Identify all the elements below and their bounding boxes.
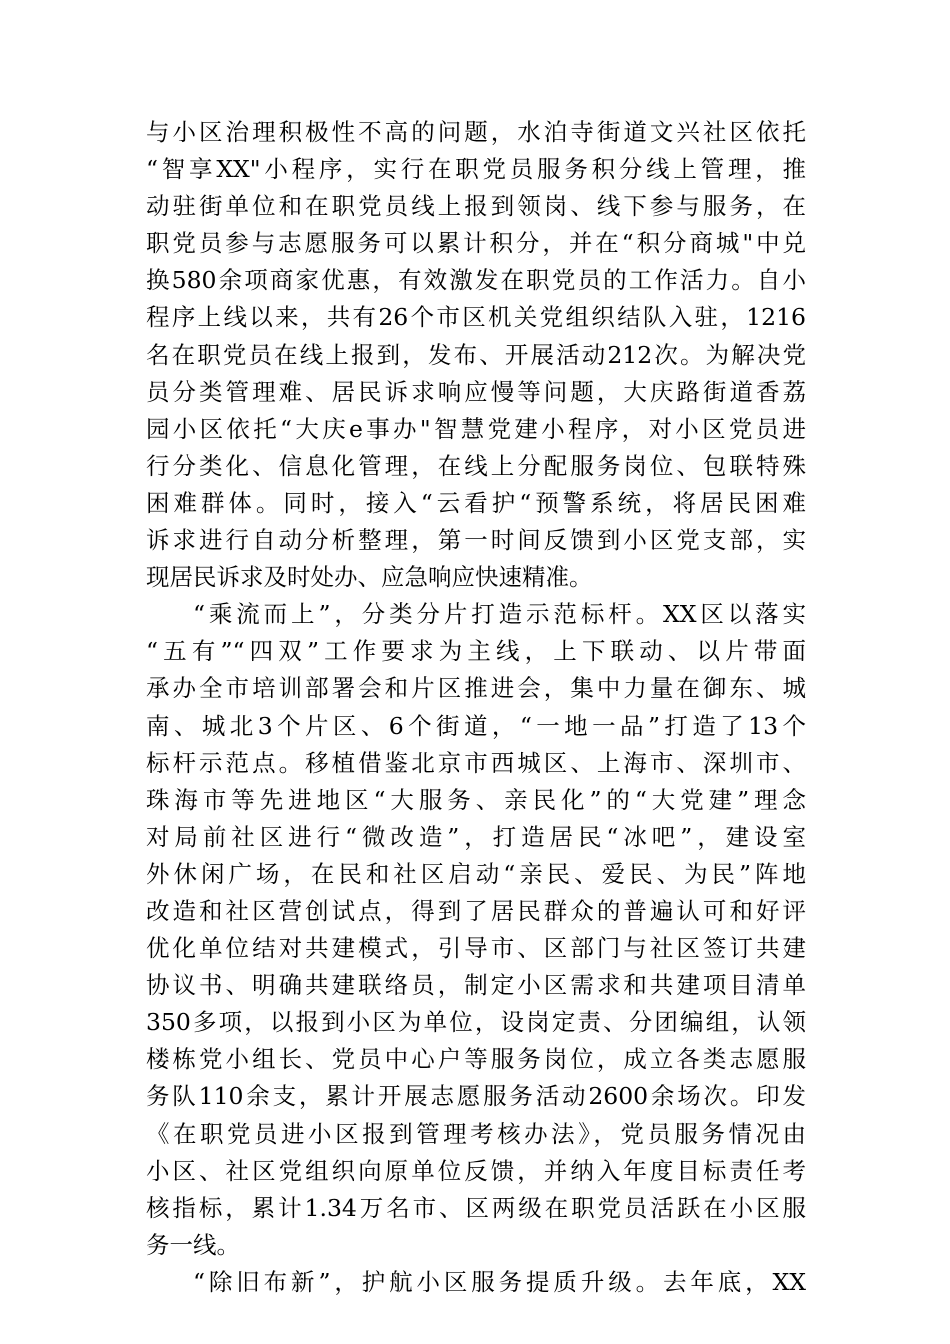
text-line: 珠海市等先进地区“大服务、亲民化”的“大党建”理念 (146, 785, 806, 814)
text-line: 外休闲广场，在民和社区启动“亲民、爱民、为民”阵地 (146, 859, 806, 888)
text-line: 员分类管理难、居民诉求响应慢等问题，大庆路街道香荔 (146, 377, 806, 406)
text-line: 350多项，以报到小区为单位，设岗定责、分团编组，认领 (146, 1008, 806, 1037)
text-line: 程序上线以来，共有26个市区机关党组织结队入驻，1216 (146, 303, 806, 332)
text-line: “乘流而上”，分类分片打造示范标杆。XX区以落实 (193, 600, 806, 629)
text-line: 楼栋党小组长、党员中心户等服务岗位，成立各类志愿服 (146, 1045, 806, 1074)
text-line: 小区、社区党组织向原单位反馈，并纳入年度目标责任考 (146, 1156, 806, 1185)
text-line: 职党员参与志愿服务可以累计积分，并在“积分商城"中兑 (146, 229, 806, 258)
text-line: 优化单位结对共建模式，引导市、区部门与社区签订共建 (146, 934, 806, 963)
text-line: 核指标，累计1.34万名市、区两级在职党员活跃在小区服 (146, 1193, 806, 1222)
text-line: 动驻街单位和在职党员线上报到领岗、线下参与服务，在 (146, 192, 806, 221)
text-line: 标杆示范点。移植借鉴北京市西城区、上海市、深圳市、 (146, 748, 806, 777)
text-line: 承办全市培训部署会和片区推进会，集中力量在御东、城 (146, 674, 806, 703)
text-line: 园小区依托“大庆e事办"智慧党建小程序，对小区党员进 (146, 414, 806, 443)
text-line: 诉求进行自动分析整理，第一时间反馈到小区党支部，实 (146, 526, 806, 555)
text-line: 困难群体。同时，接入“云看护“预警系统，将居民困难 (146, 488, 806, 517)
text-line: 换580余项商家优惠，有效激发在职党员的工作活力。自小 (146, 266, 806, 295)
text-line: 名在职党员在线上报到，发布、开展活动212次。为解决党 (146, 340, 806, 369)
text-line: “除旧布新”，护航小区服务提质升级。去年底，XX (193, 1267, 806, 1296)
text-line: 南、城北3个片区、6个街道，“一地一品”打造了13个 (146, 711, 806, 740)
text-line: 协议书、明确共建联络员，制定小区需求和共建项目清单 (146, 971, 806, 1000)
text-line: “智享XX"小程序，实行在职党员服务积分线上管理，推 (146, 155, 806, 184)
paragraph (146, 596, 806, 1264)
text-line: 与小区治理积极性不高的问题，水泊寺街道文兴社区依托 (146, 118, 806, 146)
text-line: 务队110余支，累计开展志愿服务活动2600余场次。印发 (146, 1082, 806, 1111)
paragraph (146, 1264, 806, 1301)
paragraph (146, 114, 806, 596)
text-line: 《在职党员进小区报到管理考核办法》，党员服务情况由 (146, 1119, 806, 1148)
text-line: 现居民诉求及时处办、应急响应快速精准。 (146, 563, 593, 592)
document-body (146, 114, 806, 1301)
text-line: “五有”“四双”工作要求为主线，上下联动、以片带面 (146, 637, 806, 666)
text-line: 行分类化、信息化管理，在线上分配服务岗位、包联特殊 (146, 451, 806, 480)
text-line: 对局前社区进行“微改造”，打造居民“冰吧”，建设室 (146, 822, 806, 851)
text-line: 改造和社区营创试点，得到了居民群众的普遍认可和好评 (146, 896, 806, 925)
text-line: 务一线。 (146, 1230, 240, 1259)
